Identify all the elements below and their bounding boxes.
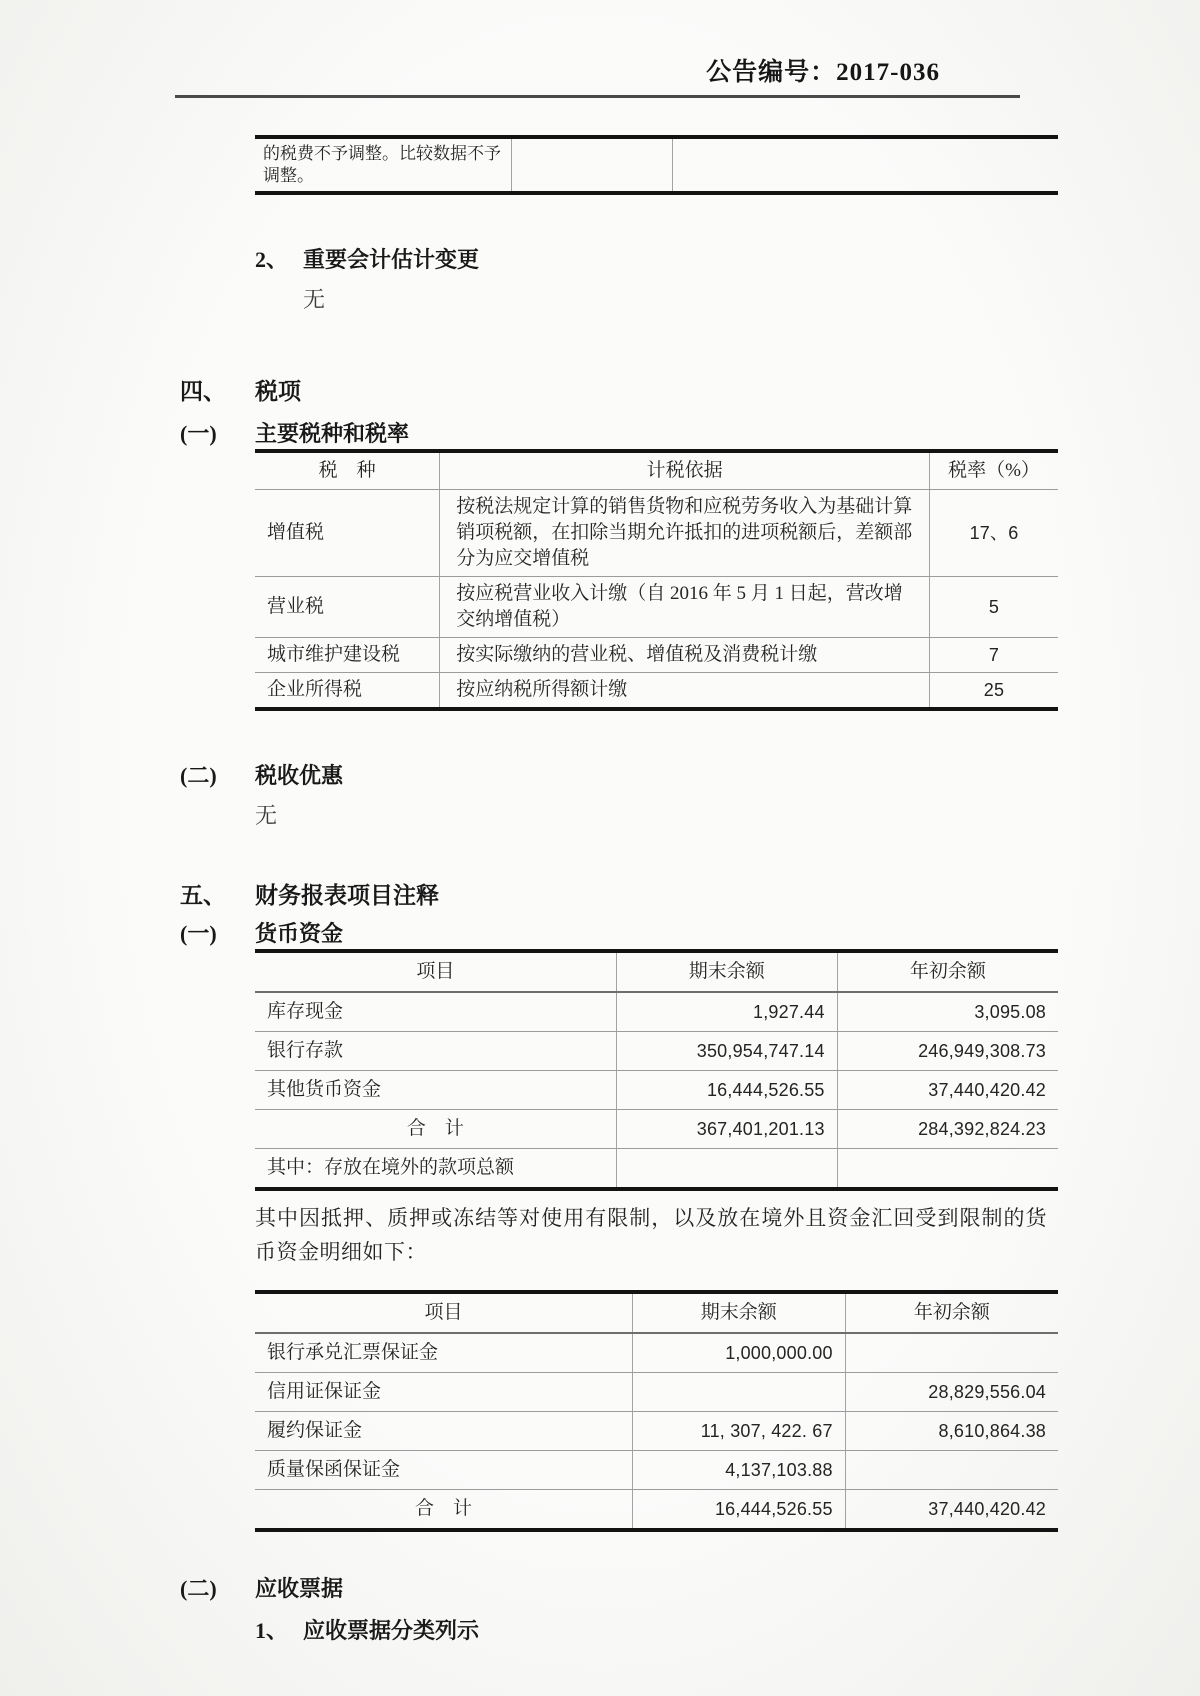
col-header-tax-basis: 计税依据 (440, 451, 930, 490)
col-header-beginning-balance: 年初余额 (845, 1292, 1058, 1333)
tax-basis: 按税法规定计算的销售货物和应税劳务收入为基础计算销项税额，在扣除当期允许抵扣的进项税额后，差额部分为应交增值税 (440, 490, 930, 577)
heading-number: 四、 (180, 379, 226, 404)
heading-notes-receivable-classification (170, 1616, 1058, 1646)
heading-number: (一) (180, 421, 217, 446)
heading-notes-receivable (170, 1574, 1058, 1604)
table-total-row (255, 1490, 1058, 1531)
table-row (255, 1071, 1058, 1110)
tax-rate: 5 (930, 577, 1058, 638)
col-header-item: 项目 (255, 951, 616, 992)
restricted-funds-table (255, 1290, 1058, 1532)
tax-rate: 17、6 (930, 490, 1058, 577)
heading-number: 1、 (255, 1618, 289, 1643)
col-header-ending-balance: 期末余额 (632, 1292, 845, 1333)
monetary-funds-table (255, 949, 1058, 1191)
beginning-balance: 37,440,420.42 (837, 1071, 1058, 1110)
fund-item: 其他货币资金 (255, 1071, 616, 1110)
heading-title: 应收票据 (255, 1576, 344, 1601)
fund-item: 库存现金 (255, 992, 616, 1032)
total-label: 合 计 (255, 1110, 616, 1149)
table-row (255, 673, 1058, 710)
table-row (255, 1412, 1058, 1451)
table-row (255, 638, 1058, 673)
heading-tax-preference (170, 761, 1058, 791)
heading-title: 税项 (255, 379, 301, 404)
heading-number: 2、 (255, 247, 289, 272)
beginning-balance: 8,610,864.38 (845, 1412, 1058, 1451)
note-label: 其中：存放在境外的款项总额 (267, 1157, 515, 1178)
tax-rate: 7 (930, 638, 1058, 673)
heading-monetary-funds (170, 919, 1058, 949)
table-row (255, 577, 1058, 638)
table-row (255, 992, 1058, 1032)
tax-rate: 25 (930, 673, 1058, 710)
fund-item: 银行存款 (255, 1032, 616, 1071)
tax-kind: 企业所得税 (267, 679, 363, 700)
table-row (255, 1333, 1058, 1373)
announcement-number: 公告编号：2017-036 (706, 59, 940, 86)
tax-rate-table (255, 449, 1058, 711)
carryover-cell-3 (673, 137, 1058, 193)
ending-balance: 16,444,526.55 (616, 1071, 837, 1110)
tax-kind: 增值税 (255, 490, 440, 577)
table-note-row (255, 1149, 1058, 1190)
total-beginning-balance: 37,440,420.42 (845, 1490, 1058, 1531)
total-ending-balance: 367,401,201.13 (616, 1110, 837, 1149)
heading-section-notes (170, 881, 1058, 911)
heading-section-tax (170, 377, 1058, 407)
total-ending-balance: 16,444,526.55 (632, 1490, 845, 1531)
table-row (255, 490, 1058, 577)
table-row (255, 1451, 1058, 1490)
col-header-item: 项目 (255, 1292, 632, 1333)
carryover-table (255, 135, 1058, 195)
table-row (255, 137, 1058, 193)
table-row (255, 1032, 1058, 1071)
heading-title: 税收优惠 (255, 763, 344, 788)
tax-basis: 按应纳税所得额计缴 (440, 673, 930, 710)
total-beginning-balance: 284,392,824.23 (837, 1110, 1058, 1149)
note-ending-balance (616, 1149, 837, 1190)
heading-title: 货币资金 (255, 921, 344, 946)
fund-item: 银行承兑汇票保证金 (255, 1333, 632, 1373)
col-header-tax-kind: 税 种 (255, 451, 440, 490)
beginning-balance: 28,829,556.04 (845, 1373, 1058, 1412)
ending-balance: 350,954,747.14 (616, 1032, 837, 1071)
tax-basis: 按应税营业收入计缴（自 2016 年 5 月 1 日起，营改增交纳增值税） (440, 577, 930, 638)
beginning-balance: 246,949,308.73 (837, 1032, 1058, 1071)
beginning-balance (845, 1451, 1058, 1490)
heading-main-taxes (170, 419, 1058, 449)
ending-balance: 1,000,000.00 (632, 1333, 845, 1373)
total-label: 合 计 (414, 1498, 472, 1519)
heading-number: (二) (180, 1576, 217, 1601)
note-beginning-balance (837, 1149, 1058, 1190)
fund-item: 信用证保证金 (255, 1373, 632, 1412)
col-header-beginning-balance: 年初余额 (837, 951, 1058, 992)
heading-title: 应收票据分类列示 (303, 1618, 480, 1643)
heading-accounting-estimate-change (170, 245, 1058, 275)
heading-title: 主要税种和税率 (255, 421, 410, 446)
table-header-row (255, 451, 1058, 490)
table-row (255, 1373, 1058, 1412)
ending-balance: 11, 307, 422. 67 (632, 1412, 845, 1451)
beginning-balance (845, 1333, 1058, 1373)
ending-balance (632, 1373, 845, 1412)
ending-balance: 1,927.44 (616, 992, 837, 1032)
heading-number: 五、 (180, 883, 226, 908)
carryover-cell-text: 的税费不予调整。比较数据不予调整。 (263, 144, 501, 185)
table-header-row (255, 951, 1058, 992)
heading-title: 财务报表项目注释 (255, 883, 439, 908)
tax-basis: 按实际缴纳的营业税、增值税及消费税计缴 (440, 638, 930, 673)
col-header-tax-rate: 税率（%） (930, 451, 1058, 490)
heading-number: (二) (180, 763, 217, 788)
fund-item: 履约保证金 (255, 1412, 632, 1451)
heading-number: (一) (180, 921, 217, 946)
table-header-row (255, 1292, 1058, 1333)
restricted-funds-note: 其中因抵押、质押或冻结等对使用有限制，以及放在境外且资金汇回受到限制的货币资金明细如下： (255, 1206, 1047, 1264)
carryover-cell-2 (512, 137, 673, 193)
beginning-balance: 3,095.08 (837, 992, 1058, 1032)
heading-title: 重要会计估计变更 (303, 247, 480, 272)
table-total-row (255, 1110, 1058, 1149)
ending-balance: 4,137,103.88 (632, 1451, 845, 1490)
fund-item: 质量保函保证金 (255, 1451, 632, 1490)
tax-kind: 营业税 (255, 577, 440, 638)
body-none-text: 无 (303, 287, 326, 312)
col-header-ending-balance: 期末余额 (616, 951, 837, 992)
tax-kind: 城市维护建设税 (255, 638, 440, 673)
header-divider (175, 95, 1020, 98)
body-none-text: 无 (255, 803, 278, 828)
